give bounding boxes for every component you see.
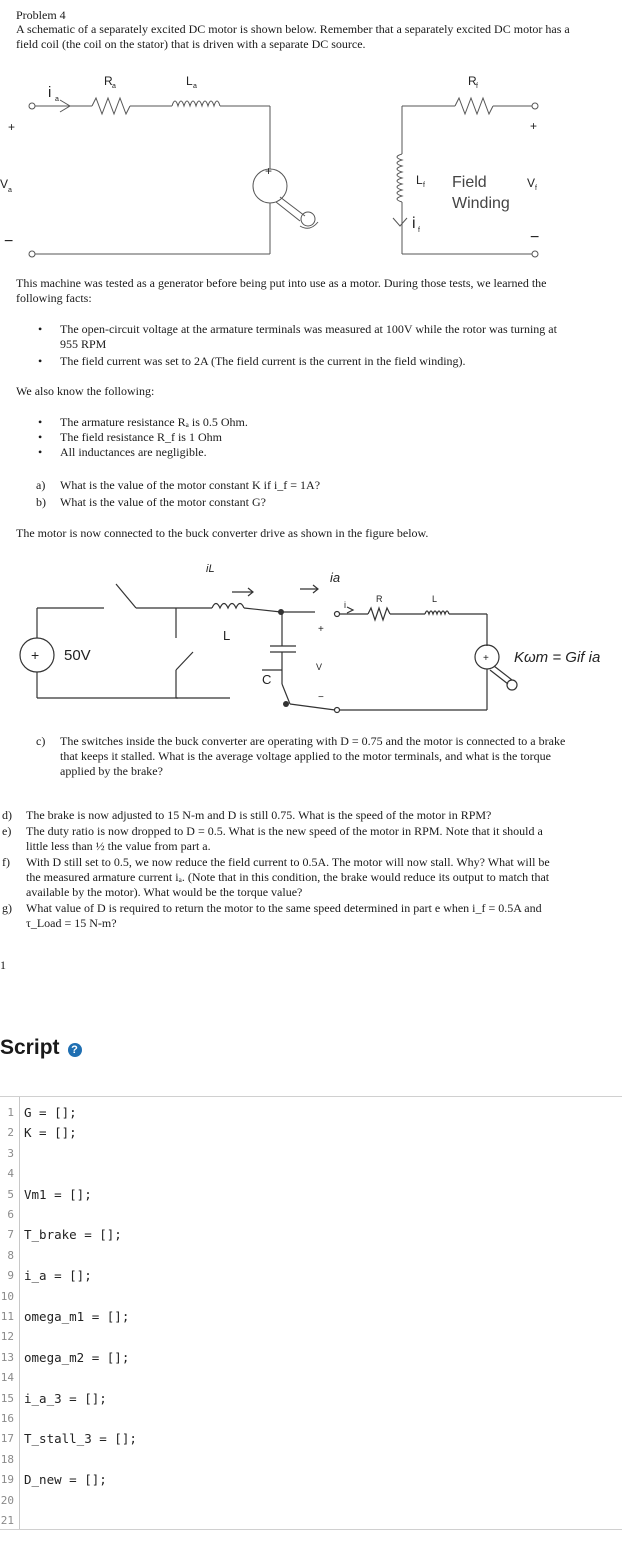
line-number: 19 [0,1473,14,1487]
line-number: 9 [7,1269,14,1283]
buck-converter-schematic [0,552,622,722]
line-number: 14 [0,1371,14,1385]
known-item: • The field resistance R_f is 1 Ohm [16,430,576,445]
line-number: 20 [0,1493,14,1507]
svg-text:f: f [535,185,537,192]
buck-intro: The motor is now connected to the buck converter drive as shown in the figure below. [16,526,429,540]
ia-small-label: i [344,600,346,610]
line-number: 7 [7,1228,14,1242]
question-c: c) The switches inside the buck converter are operating with D = 0.75 and the motor is connected to a brake that keeps it stalled. What is the average voltage applied to the motor terminals, and what is the torque applied by the brake? [36,734,566,778]
svg-text:+: + [265,164,273,178]
ra-label-2: R [376,594,383,604]
svg-text:a: a [55,96,59,103]
svg-text:a: a [112,83,116,90]
questions-dg [2,808,550,931]
problem-title: Problem 4 [16,8,66,22]
if-label: i [412,215,416,232]
line-number: 12 [0,1330,14,1344]
vt-label: V [316,662,323,672]
line-number: 3 [7,1146,14,1160]
code-text[interactable]: T_stall_3 = []; [24,1431,137,1447]
terminal-top-right [532,103,538,109]
question-g: g) What value of D is required to return the motor to the same speed determined in part e when i_f = 0.5A and τ_Load = 15 N-m? [2,901,542,930]
line-number: 11 [0,1310,14,1323]
line-number: 18 [0,1452,14,1466]
tested-paragraph: This machine was tested as a generator before being put into use as a motor. During those tests, we learned the following facts: [16,276,547,305]
svg-text:f: f [418,227,420,234]
svg-text:f: f [423,182,425,189]
vt-plus: + [318,624,324,635]
terminal-top-left [29,103,35,109]
facts-list [16,322,576,369]
vf-minus: − [530,229,540,246]
line-number: 15 [0,1391,14,1405]
also-know-paragraph: We also know the following: [16,384,155,398]
stray-mark: 1 [0,958,6,972]
va-minus: − [4,233,14,250]
question-f: f) With D still set to 0.5, we now reduce the field current to 0.5A. The motor will now stall. Why? What will be the measured armature current iₐ. (Note that in this condition, the brake would reduce its output to match that available by the motor). What would be the torque value? [2,855,550,899]
terminal-bottom-left [29,251,35,257]
code-text[interactable]: omega_m2 = []; [24,1349,130,1365]
questions-ab [36,478,596,510]
fact-item: • The field current was set to 2A (The field current is the current in the field winding). [16,354,576,369]
source-voltage-label: 50V [64,647,91,664]
code-text[interactable]: D_new = []; [24,1472,107,1488]
known-list [16,415,576,460]
fact-item: • The open-circuit voltage at the armature terminals was measured at 100V while the rotor was turning at 955 RPM [16,322,576,352]
svg-text:f: f [476,83,478,90]
field-label-1: Field [452,174,487,191]
known-item: • The armature resistance Rₐ is 0.5 Ohm. [16,415,576,430]
help-icon[interactable]: ? [68,1043,82,1057]
field-label-2: Winding [452,195,510,212]
line-number: 17 [0,1432,14,1446]
question-d: d) The brake is now adjusted to 15 N-m and D is still 0.75. What is the speed of the motor in RPM? [2,808,492,822]
line-number: 10 [0,1289,14,1303]
code-text[interactable]: i_a = []; [24,1268,92,1284]
code-text[interactable]: T_brake = []; [24,1227,122,1243]
va-label: V [0,177,9,191]
emf-equation: Kωm = Gif ia [514,649,601,666]
line-number: 4 [7,1167,14,1181]
code-text[interactable]: G = []; [24,1105,77,1120]
question-e: e) The duty ratio is now dropped to D = 0.5. What is the new speed of the motor in RPM. Note that it should a little less than ½ the value from part a. [2,824,543,853]
la-label: L [186,74,193,88]
va-plus: + [8,120,16,134]
script-header [0,1036,82,1060]
code-text[interactable]: omega_m1 = []; [24,1309,130,1324]
rf-label: R [468,74,477,88]
code-text[interactable]: K = []; [24,1125,77,1141]
line-number: 5 [7,1187,14,1201]
line-number: 1 [7,1106,14,1119]
question-b: b) What is the value of the motor constant G? [36,495,266,509]
script-title: Script [0,1036,60,1059]
dc-motor-schematic [0,64,622,264]
vf-label: V [527,176,536,190]
code-editor[interactable] [0,1096,622,1530]
line-number: 6 [7,1208,14,1221]
line-number: 13 [0,1350,14,1364]
code-text[interactable]: i_a_3 = []; [24,1390,107,1406]
line-number: 16 [0,1412,14,1425]
ia-label: i [48,84,52,101]
source-plus: + [31,647,40,663]
capacitor-label: C [262,672,272,687]
vf-plus: + [530,119,538,133]
svg-text:a: a [8,187,12,194]
line-number: 2 [7,1126,14,1140]
ra-label: R [104,74,113,88]
terminal-bottom-right [532,251,538,257]
la-label-2: L [432,594,438,604]
line-number: 21 [0,1514,14,1527]
question-a: a) What is the value of the motor constant K if i_f = 1A? [36,478,321,492]
known-item: • All inductances are negligible. [16,445,576,460]
il-label: iL [206,563,215,575]
vt-minus: − [318,692,324,703]
svg-text:a: a [193,83,197,90]
ia-label-2: ia [330,570,341,585]
inductor-label: L [223,628,231,643]
code-text[interactable]: Vm1 = []; [24,1186,92,1202]
line-number: 8 [7,1248,14,1262]
problem-intro: A schematic of a separately excited DC motor is shown below. Remember that a separately excited DC motor has a field coil (the coil on the stator) that is driven with a separate DC source. [16,22,570,51]
svg-text:+: + [483,653,489,664]
lf-label: L [416,173,423,187]
